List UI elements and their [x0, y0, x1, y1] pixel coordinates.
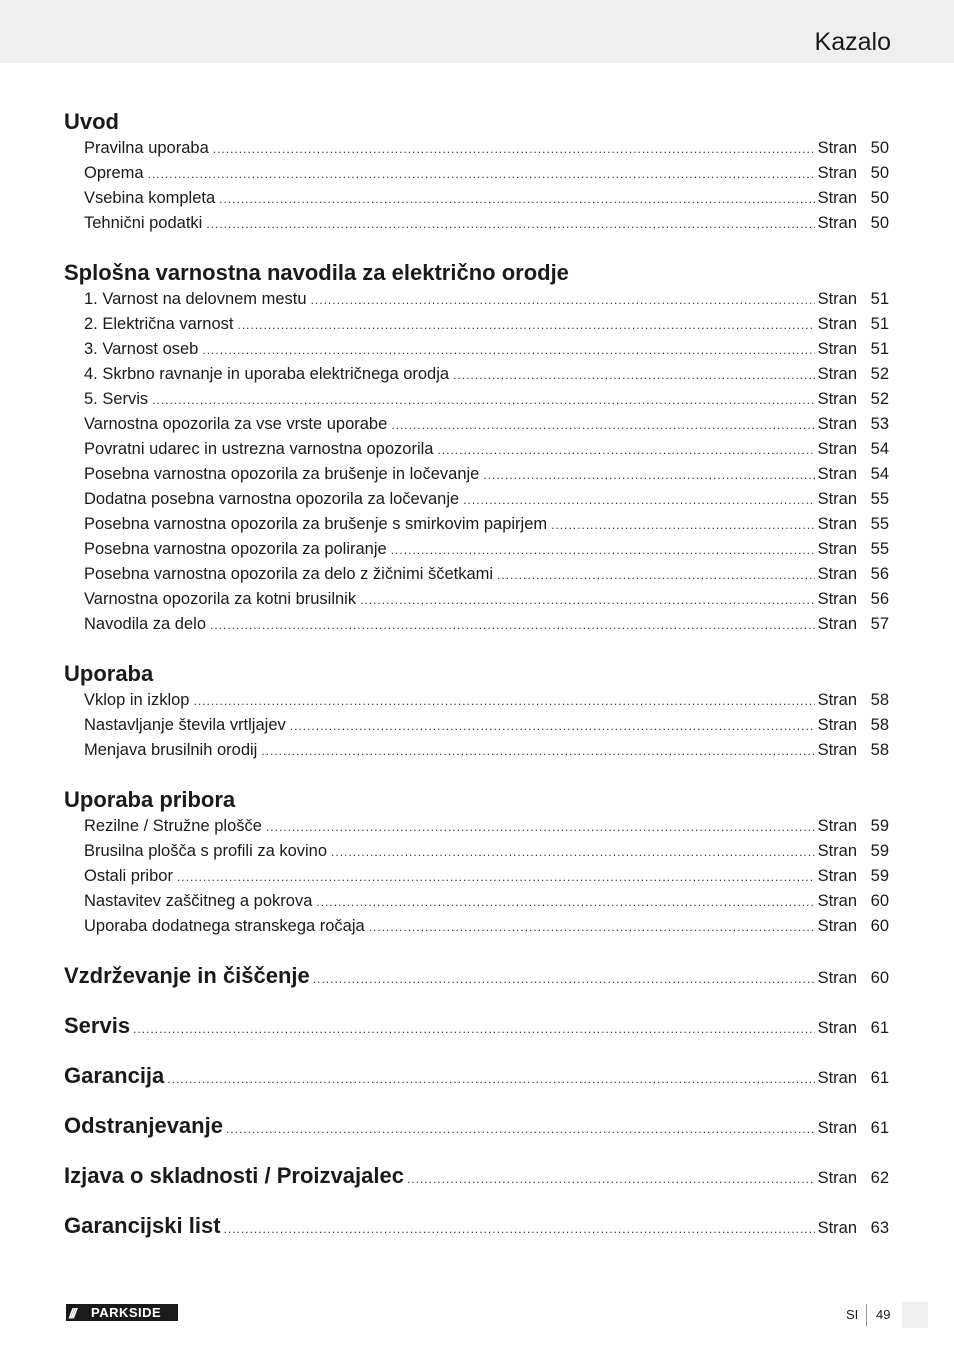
page-prefix: Stran [817, 214, 857, 232]
dot-leader [391, 413, 814, 438]
dot-leader [463, 488, 814, 513]
entry-page: 50 [870, 214, 889, 232]
entry-label: 2. Električna varnost [84, 315, 234, 333]
page-prefix: Stran [817, 490, 857, 508]
entry-page: 59 [870, 817, 889, 835]
toc-entry[interactable] [64, 839, 889, 864]
entry-page: 58 [870, 691, 889, 709]
dot-leader [391, 538, 815, 563]
entry-page: 56 [870, 565, 889, 583]
entry-page: 51 [870, 340, 889, 358]
entry-label: Pravilna uporaba [84, 139, 209, 157]
entry-label: Uporaba dodatnega stranskega ročaja [84, 917, 365, 935]
page-prefix: Stran [817, 189, 857, 207]
entry-page: 58 [870, 741, 889, 759]
dot-leader [483, 463, 814, 488]
page-prefix: Stran [817, 892, 857, 910]
page-prefix: Stran [817, 365, 857, 383]
toc-entry[interactable] [64, 387, 889, 412]
page-prefix: Stran [817, 1019, 857, 1037]
dot-leader [193, 689, 814, 714]
dot-leader [177, 865, 815, 890]
entry-page: 54 [870, 465, 889, 483]
dot-leader [152, 388, 814, 413]
major-entry-label: Odstranjevanje [64, 1113, 223, 1138]
entry-page: 56 [870, 590, 889, 608]
entry-page: 55 [870, 540, 889, 558]
section-title: Uporaba [64, 661, 154, 686]
page-prefix: Stran [817, 1069, 857, 1087]
major-entry-page: 62 [870, 1169, 889, 1187]
language-code: SI [846, 1307, 859, 1322]
dot-leader [167, 1054, 814, 1104]
parkside-logo [66, 1304, 178, 1321]
toc-entry[interactable] [64, 362, 889, 387]
toc-major-entry[interactable] [64, 1101, 889, 1151]
toc-entry[interactable] [64, 487, 889, 512]
toc-entry[interactable] [64, 889, 889, 914]
dot-leader [148, 162, 815, 187]
dot-leader [407, 1154, 815, 1204]
page-prefix: Stran [817, 340, 857, 358]
toc-entry[interactable] [64, 512, 889, 537]
section-title: Splošna varnostna navodila za električno orodje [64, 260, 569, 285]
toc-entry[interactable] [64, 537, 889, 562]
page-prefix: Stran [817, 164, 857, 182]
page-prefix: Stran [817, 315, 857, 333]
dot-leader [210, 613, 815, 638]
entry-label: Tehnični podatki [84, 214, 203, 232]
page-title: Kazalo [814, 28, 891, 56]
entry-label: Brusilna plošča s profili za kovino [84, 842, 328, 860]
entry-page: 51 [870, 315, 889, 333]
page-number: 49 [876, 1307, 891, 1322]
entry-page: 60 [870, 892, 889, 910]
entry-label: Vsebina kompleta [84, 189, 216, 207]
toc-entry[interactable] [64, 738, 889, 763]
page-prefix: Stran [817, 615, 857, 633]
page-prefix: Stran [817, 290, 857, 308]
entry-page: 57 [870, 615, 889, 633]
dot-leader [369, 915, 815, 940]
entry-page: 50 [870, 164, 889, 182]
toc-entry[interactable] [64, 437, 889, 462]
toc-entry[interactable] [64, 914, 889, 939]
entry-page: 54 [870, 440, 889, 458]
dot-leader [226, 1104, 815, 1154]
header-band [0, 0, 954, 63]
entry-page: 59 [870, 842, 889, 860]
dot-leader [237, 313, 814, 338]
entry-page: 50 [870, 139, 889, 157]
toc-entry[interactable] [64, 337, 889, 362]
entry-label: 1. Varnost na delovnem mestu [84, 290, 307, 308]
page-prefix: Stran [817, 565, 857, 583]
toc-entry[interactable] [64, 312, 889, 337]
page-prefix: Stran [817, 1169, 857, 1187]
toc-section-uvod [64, 108, 889, 236]
page-prefix: Stran [817, 867, 857, 885]
footer-divider [866, 1304, 867, 1326]
dot-leader [224, 1204, 815, 1254]
entry-label: Ostali pribor [84, 867, 173, 885]
toc-entry[interactable] [64, 462, 889, 487]
major-entry-label: Servis [64, 1013, 131, 1038]
page-prefix: Stran [817, 390, 857, 408]
toc-entry[interactable] [64, 612, 889, 637]
dot-leader [313, 954, 815, 1004]
page-prefix: Stran [817, 1119, 857, 1137]
toc-entry[interactable] [64, 814, 889, 839]
toc-entry[interactable] [64, 161, 889, 186]
page-prefix: Stran [817, 842, 857, 860]
toc-major-entry[interactable] [64, 1001, 889, 1051]
dot-leader [266, 815, 815, 840]
entry-page: 53 [870, 415, 889, 433]
major-entry-page: 61 [870, 1069, 889, 1087]
page-prefix: Stran [817, 969, 857, 987]
major-entry-label: Izjava o skladnosti / Proizvajalec [64, 1163, 404, 1188]
toc-entry[interactable] [64, 211, 889, 236]
page-prefix: Stran [817, 817, 857, 835]
entry-page: 55 [870, 515, 889, 533]
page-prefix: Stran [817, 465, 857, 483]
dot-leader [290, 714, 815, 739]
toc-entry[interactable] [64, 864, 889, 889]
page-prefix: Stran [817, 691, 857, 709]
toc-major-entry[interactable] [64, 1051, 889, 1101]
dot-leader [311, 288, 815, 313]
page-prefix: Stran [817, 716, 857, 734]
dot-leader [316, 890, 814, 915]
dot-leader [219, 187, 814, 212]
entry-page: 52 [870, 390, 889, 408]
toc-entry[interactable] [64, 587, 889, 612]
toc-section-safety [64, 259, 889, 637]
section-title: Uporaba pribora [64, 787, 236, 812]
entry-page: 52 [870, 365, 889, 383]
toc-section-uporaba-pribora [64, 786, 889, 939]
dot-leader [261, 739, 814, 764]
entry-label: Posebna varnostna opozorila za delo z žičnimi ščetkami [84, 565, 494, 583]
toc-entry[interactable] [64, 412, 889, 437]
major-entry-label: Garancijski list [64, 1213, 221, 1238]
major-entry-label: Vzdrževanje in čiščenje [64, 963, 310, 988]
table-of-contents [64, 108, 889, 1251]
dot-leader [213, 137, 815, 162]
entry-page: 55 [870, 490, 889, 508]
entry-label: Nastavitev zaščitneg a pokrova [84, 892, 313, 910]
dot-leader [453, 363, 814, 388]
logo-brand: PARKSIDE [91, 1305, 162, 1320]
dot-leader [206, 212, 814, 237]
page-prefix: Stran [817, 917, 857, 935]
entry-label: Dodatna posebna varnostna opozorila za ločevanje [84, 490, 460, 508]
page-prefix: Stran [817, 1219, 857, 1237]
page-prefix: Stran [817, 139, 857, 157]
entry-page: 60 [870, 917, 889, 935]
page-prefix: Stran [817, 440, 857, 458]
dot-leader [331, 840, 815, 865]
toc-major-entry[interactable] [64, 1201, 889, 1251]
page-prefix: Stran [817, 741, 857, 759]
entry-label: Varnostna opozorila za vse vrste uporabe [84, 415, 388, 433]
entry-label: 4. Skrbno ravnanje in uporaba električnega orodja [84, 365, 450, 383]
toc-entry[interactable] [64, 562, 889, 587]
major-entry-page: 60 [870, 969, 889, 987]
entry-label: Posebna varnostna opozorila za brušenje in ločevanje [84, 465, 480, 483]
entry-label: 5. Servis [84, 390, 149, 408]
page-prefix: Stran [817, 540, 857, 558]
entry-label: Varnostna opozorila za kotni brusilnik [84, 590, 357, 608]
toc-entry[interactable] [64, 186, 889, 211]
entry-label: Nastavljanje števila vrtljajev [84, 716, 286, 734]
major-entry-page: 61 [870, 1019, 889, 1037]
entry-page: 59 [870, 867, 889, 885]
toc-major-entry[interactable] [64, 951, 889, 1001]
entry-label: Oprema [84, 164, 144, 182]
major-entry-page: 63 [870, 1219, 889, 1237]
entry-label: 3. Varnost oseb [84, 340, 199, 358]
dot-leader [437, 438, 814, 463]
entry-label: Posebna varnostna opozorila za brušenje s smirkovim papirjem [84, 515, 548, 533]
entry-label: Povratni udarec in ustrezna varnostna opozorila [84, 440, 434, 458]
entry-label: Rezilne / Stružne plošče [84, 817, 262, 835]
entry-page: 51 [870, 290, 889, 308]
toc-entry[interactable] [64, 688, 889, 713]
toc-entry[interactable] [64, 136, 889, 161]
footer-tab-box [902, 1302, 928, 1328]
toc-major-entry[interactable] [64, 1151, 889, 1201]
dot-leader [497, 563, 815, 588]
entry-page: 50 [870, 189, 889, 207]
page-prefix: Stran [817, 590, 857, 608]
major-entry-label: Garancija [64, 1063, 165, 1088]
entry-label: Navodila za delo [84, 615, 206, 633]
entry-label: Vklop in izklop [84, 691, 190, 709]
major-entry-page: 61 [870, 1119, 889, 1137]
entry-label: Menjava brusilnih orodij [84, 741, 258, 759]
logo-slashes: /// [69, 1304, 75, 1321]
page-prefix: Stran [817, 415, 857, 433]
toc-entry[interactable] [64, 713, 889, 738]
section-title: Uvod [64, 109, 119, 134]
dot-leader [360, 588, 814, 613]
page-prefix: Stran [817, 515, 857, 533]
entry-label: Posebna varnostna opozorila za poliranje [84, 540, 387, 558]
dot-leader [133, 1004, 815, 1054]
toc-section-uporaba [64, 660, 889, 763]
entry-page: 58 [870, 716, 889, 734]
dot-leader [202, 338, 814, 363]
dot-leader [551, 513, 814, 538]
toc-entry[interactable] [64, 287, 889, 312]
